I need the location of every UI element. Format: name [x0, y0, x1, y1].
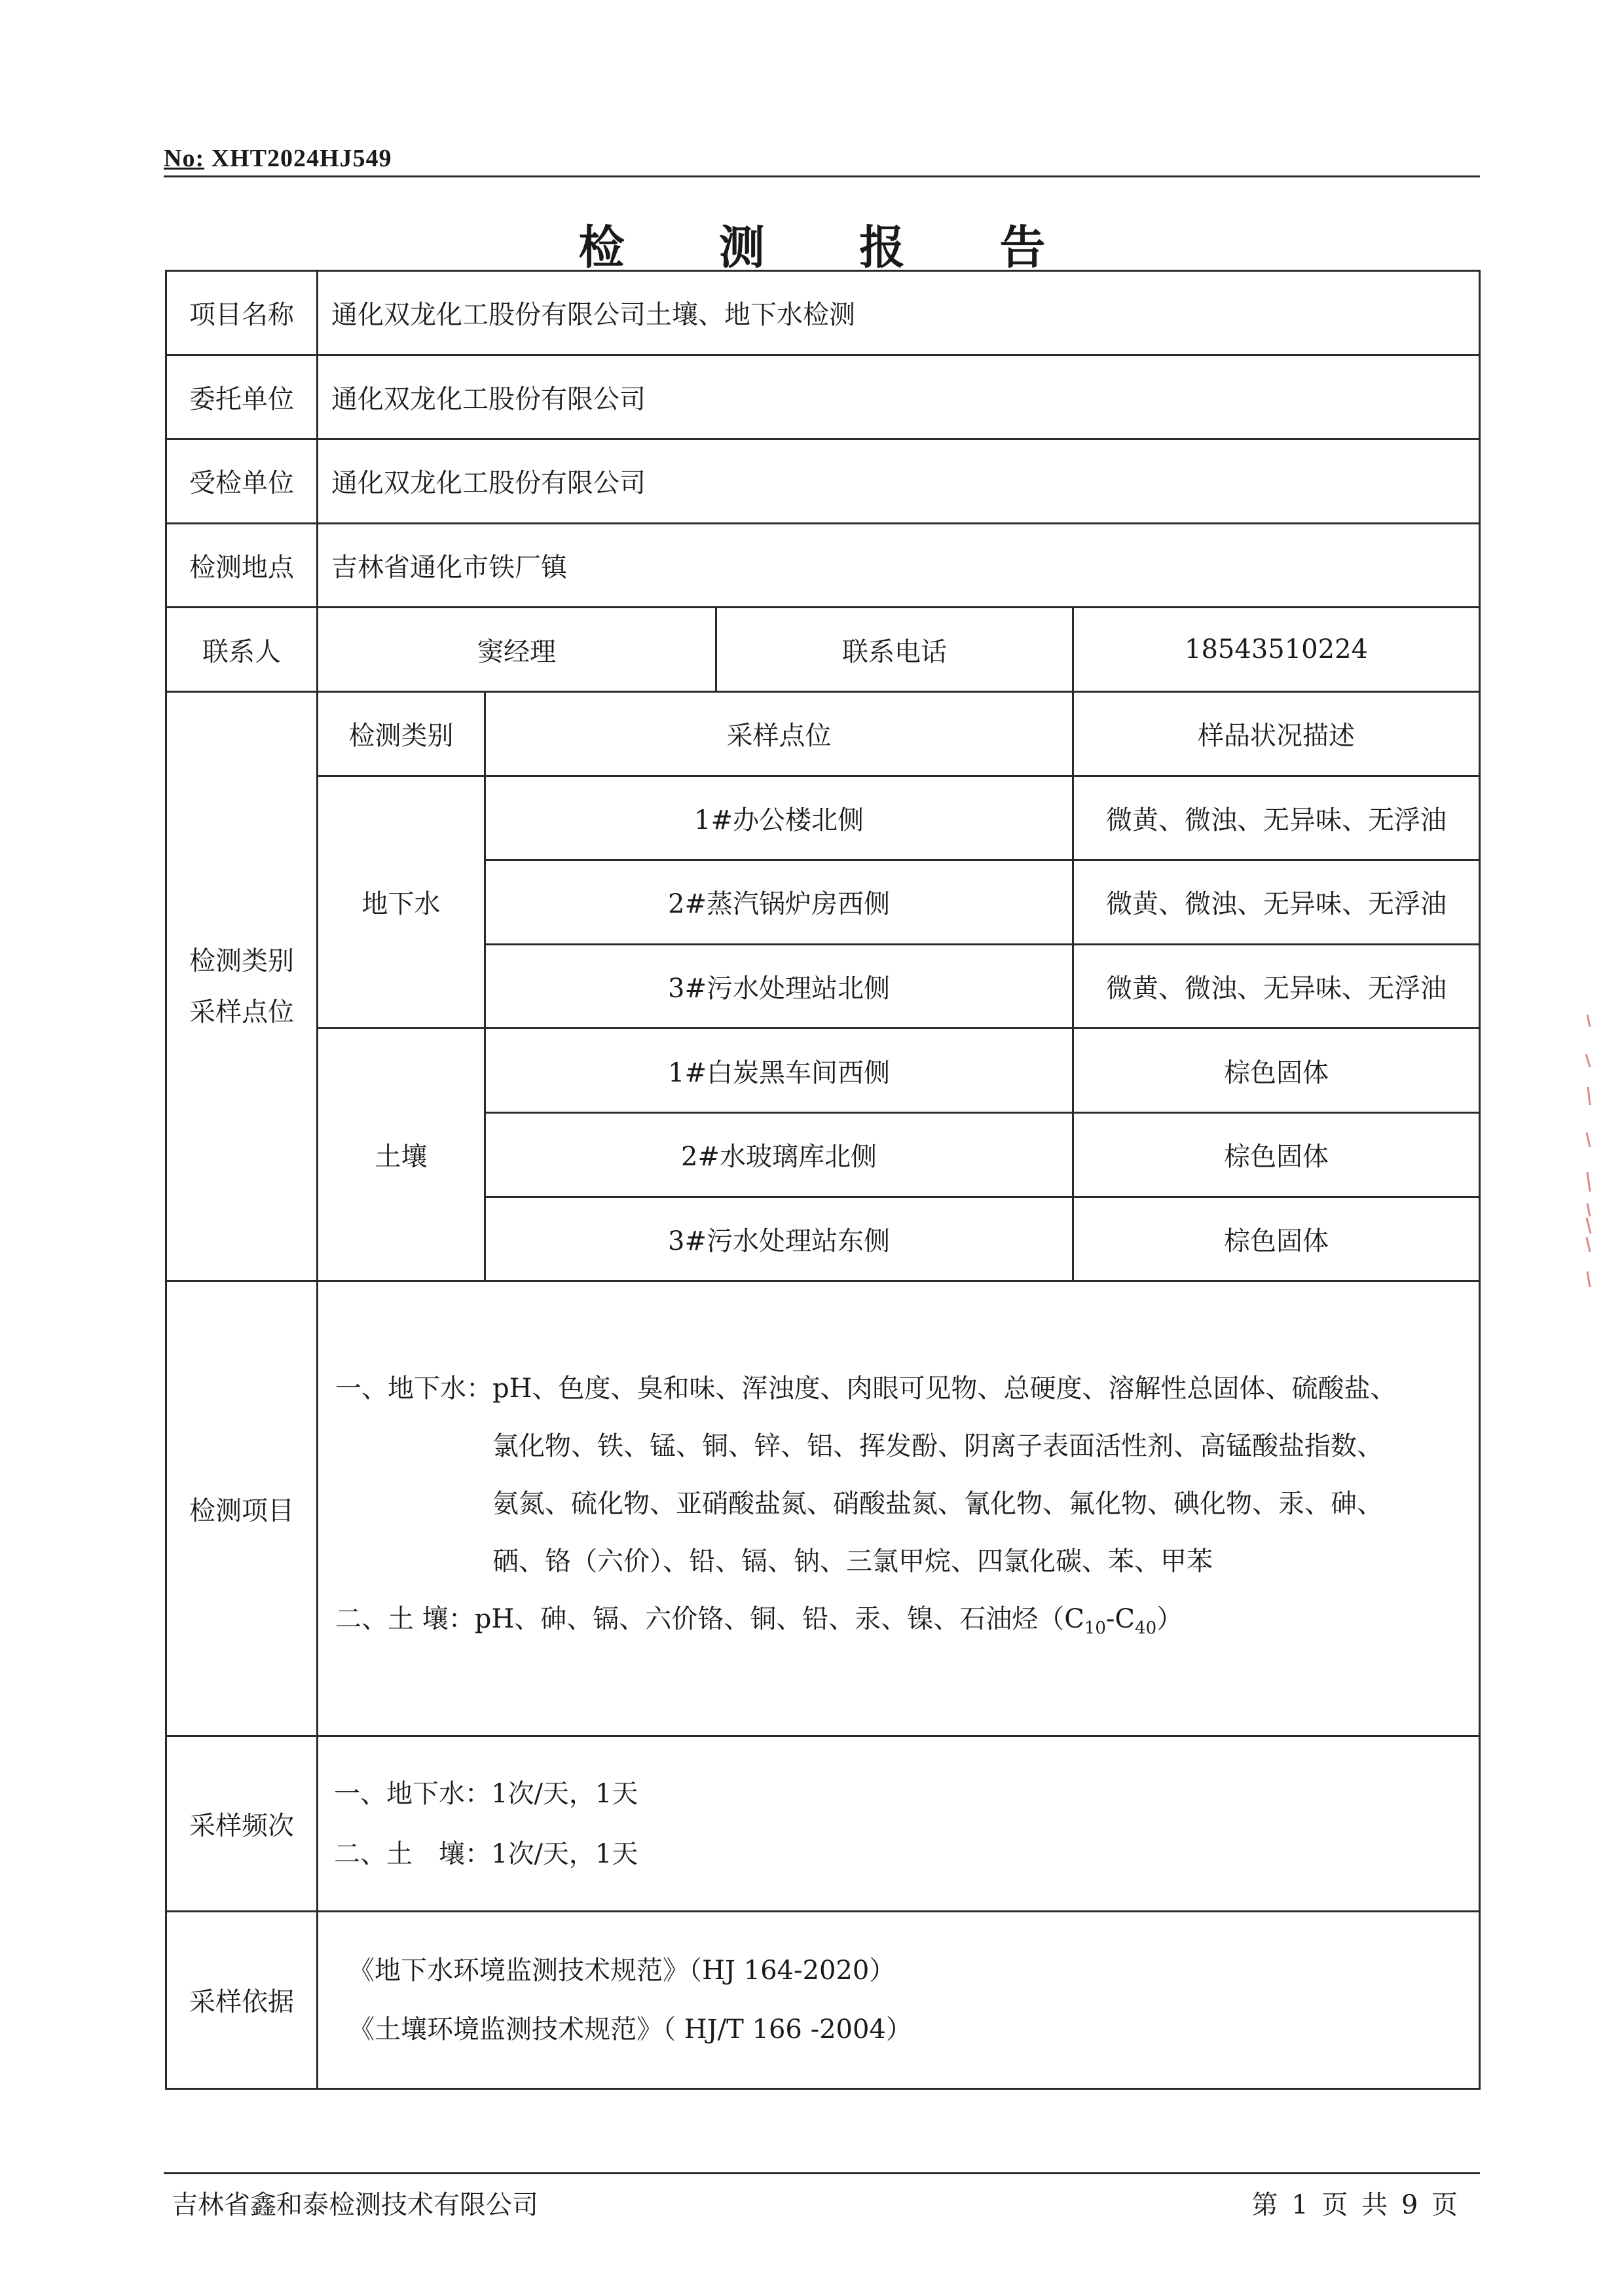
project-name-value: 通化双龙化工股份有限公司土壤、地下水检测: [318, 271, 1480, 355]
groundwater-items-head: 一、地下水：: [335, 1374, 492, 1404]
phone-value: 18543510224: [1073, 608, 1480, 692]
location-label: 检测地点: [166, 523, 318, 608]
sample-description: 棕色固体: [1073, 1197, 1480, 1281]
sampling-point: 3#污水处理站东侧: [485, 1197, 1073, 1281]
sample-description: 棕色固体: [1073, 1112, 1480, 1197]
sample-description: 微黄、微浊、无异味、无浮油: [1073, 776, 1480, 860]
location-value: 吉林省通化市铁厂镇: [318, 523, 1480, 608]
header-divider: [164, 175, 1480, 177]
row-inspected: [166, 439, 1480, 524]
sample-description: 微黄、微浊、无异味、无浮油: [1073, 860, 1480, 945]
sampling-point: 2#水玻璃库北侧: [485, 1112, 1073, 1197]
category-groundwater: 地下水: [318, 776, 485, 1029]
row-items: [166, 1281, 1480, 1736]
report-title: 检 测 报 告: [578, 220, 1085, 274]
sampling-row-label-line-2: 采样点位: [189, 996, 294, 1027]
footer-company: 吉林省鑫和泰检测技术有限公司: [172, 2190, 538, 2220]
groundwater-items-line: 硒、铬（六价）、铅、镉、钠、三氯甲烷、四氯化碳、苯、甲苯: [492, 1546, 1213, 1577]
groundwater-items-line: pH、色度、臭和味、浑浊度、肉眼可见物、总硬度、溶解性总固体、硫酸盐、: [492, 1374, 1397, 1404]
soil-items-head: 二、土 壤：: [335, 1604, 475, 1635]
client-label: 委托单位: [166, 355, 318, 439]
footer-page-number: 第 1 页 共 9 页: [1251, 2190, 1460, 2220]
client-value: 通化双龙化工股份有限公司: [318, 355, 1480, 439]
basis-line: 《土壤环境监测技术规范》（ HJ/T 166 -2004）: [348, 2014, 912, 2045]
report-number-value: XHT2024HJ549: [211, 145, 392, 172]
row-project-name: [166, 271, 1480, 355]
sampling-point: 1#白炭黑车间西侧: [485, 1029, 1073, 1113]
soil-items-dash: -C: [1105, 1604, 1135, 1635]
row-basis: [166, 1911, 1480, 2088]
basis-line: 《地下水环境监测技术规范》（HJ 164-2020）: [348, 1955, 896, 1986]
col-header-desc: 样品状况描述: [1073, 691, 1480, 776]
soil-items-text: pH、砷、镉、六价铬、铜、铅、汞、镍、石油烃（C: [474, 1604, 1084, 1635]
project-name-label: 项目名称: [166, 271, 318, 355]
sample-description: 棕色固体: [1073, 1029, 1480, 1113]
contact-value: 窦经理: [318, 608, 716, 692]
row-client: [166, 355, 1480, 439]
seal-edge-mark-lower: [1583, 1198, 1593, 1303]
sample-description: 微黄、微浊、无异味、无浮油: [1073, 944, 1480, 1029]
frequency-line: 一、地下水：1次/天，1天: [334, 1778, 638, 1809]
soil-items-sub-2: 40: [1135, 1618, 1157, 1639]
sampling-row-label-line-1: 检测类别: [189, 945, 294, 976]
sampling-point: 3#污水处理站北侧: [485, 944, 1073, 1029]
frequency-label: 采样频次: [166, 1736, 318, 1911]
sampling-row: [166, 776, 1480, 860]
row-contact: [166, 608, 1480, 692]
row-sampling-header: [166, 691, 1480, 776]
contact-label: 联系人: [166, 608, 318, 692]
sampling-row-label: [166, 691, 318, 1281]
col-header-point: 采样点位: [485, 691, 1073, 776]
sampling-row: [166, 1029, 1480, 1113]
category-soil: 土壤: [318, 1029, 485, 1281]
sampling-point: 1#办公楼北侧: [485, 776, 1073, 860]
frequency-content: [318, 1736, 1480, 1911]
groundwater-items: [335, 1360, 1469, 1590]
footer-divider: [164, 2172, 1480, 2174]
soil-items-sub-1: 10: [1084, 1618, 1106, 1639]
basis-label: 采样依据: [166, 1911, 318, 2088]
row-location: [166, 523, 1480, 608]
inspected-value: 通化双龙化工股份有限公司: [318, 439, 1480, 524]
report-number: [164, 144, 392, 173]
groundwater-items-line: 氯化物、铁、锰、铜、锌、铝、挥发酚、阴离子表面活性剂、高锰酸盐指数、: [492, 1431, 1383, 1462]
phone-label: 联系电话: [716, 608, 1073, 692]
report-table: [165, 270, 1481, 2090]
report-number-label: No:: [164, 145, 205, 172]
soil-items: [335, 1590, 1469, 1657]
soil-items-close: ）: [1156, 1604, 1183, 1635]
frequency-line: 二、土 壤：1次/天，1天: [334, 1838, 638, 1869]
sampling-point: 2#蒸汽锅炉房西侧: [485, 860, 1073, 945]
col-header-category: 检测类别: [318, 691, 485, 776]
row-frequency: [166, 1736, 1480, 1911]
groundwater-items-line: 氨氮、硫化物、亚硝酸盐氮、硝酸盐氮、氰化物、氟化物、碘化物、汞、砷、: [492, 1489, 1383, 1520]
items-label: 检测项目: [166, 1281, 318, 1736]
items-content: [318, 1281, 1480, 1736]
inspected-label: 受检单位: [166, 439, 318, 524]
groundwater-items-body: [492, 1360, 1397, 1590]
basis-content: [318, 1911, 1480, 2088]
